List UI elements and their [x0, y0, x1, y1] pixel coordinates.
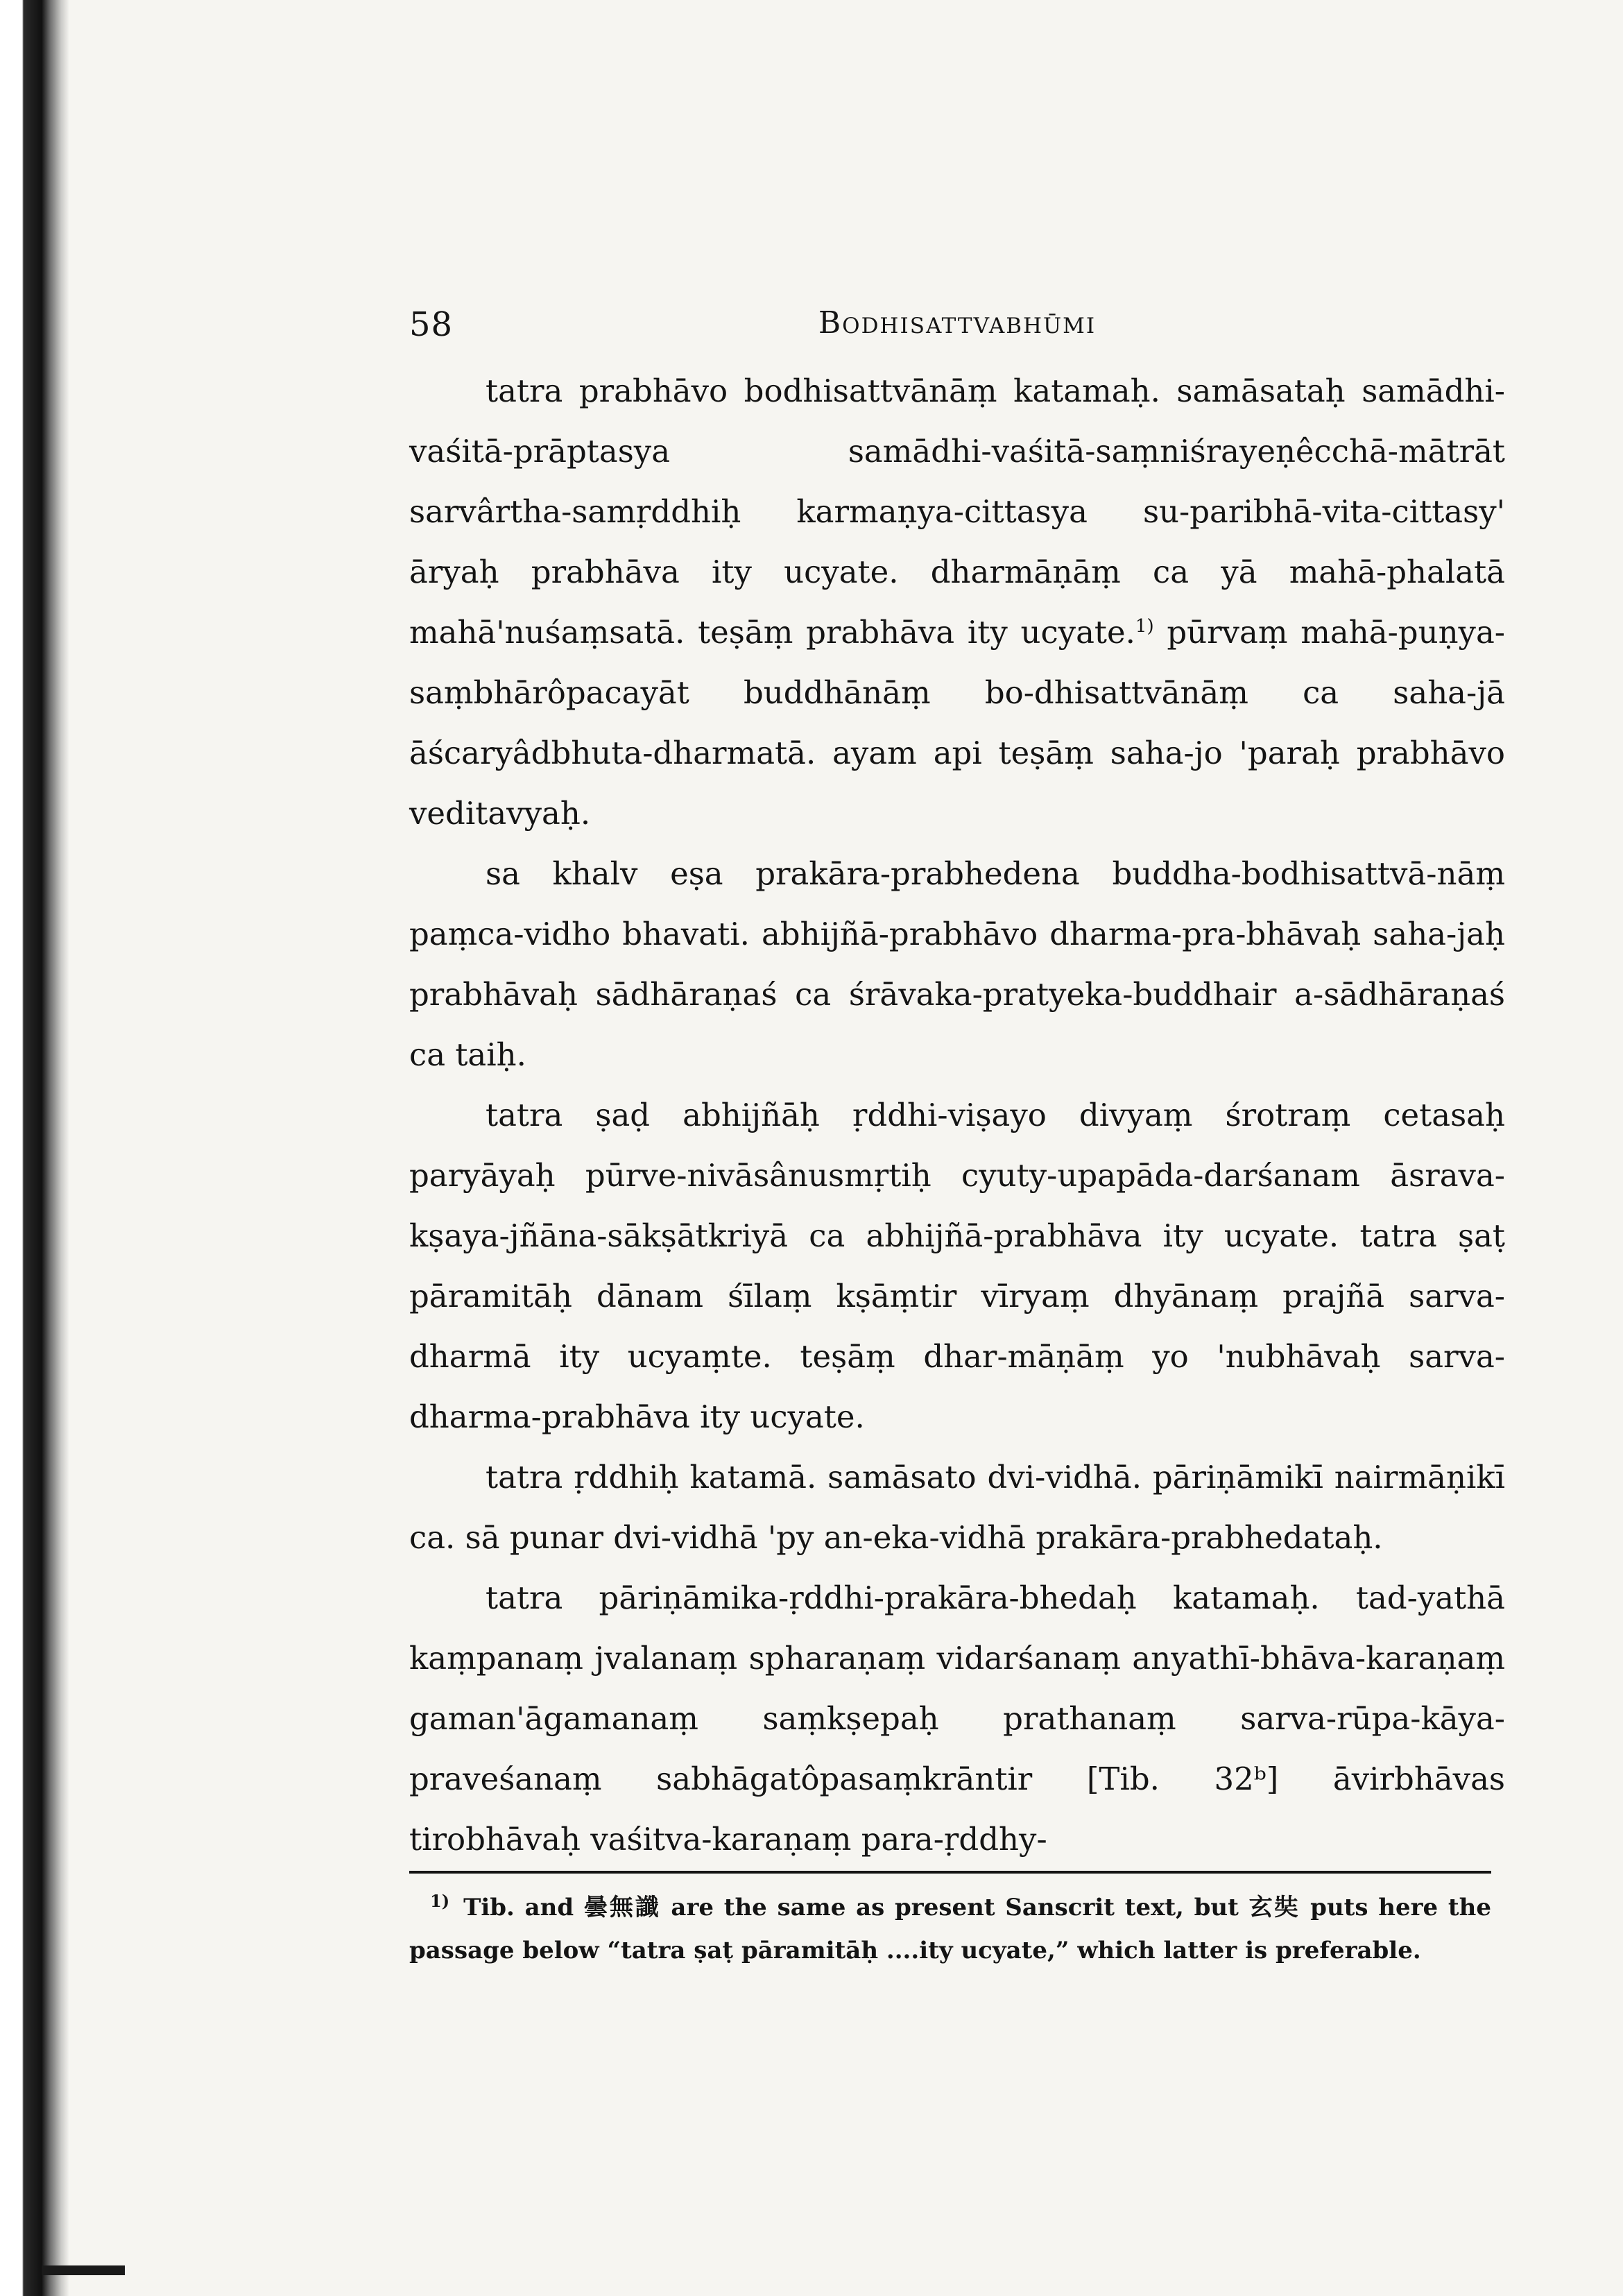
binding-edge-mark: [42, 2265, 125, 2275]
paragraph-4: tatra ṛddhiḥ katamā. samāsato dvi-vidhā. pāriṇāmikī nairmāṇikī ca. sā punar dvi-vidhā 'py an-eka-vidhā prakāra-prabhedataḥ.: [409, 1459, 1505, 1556]
footnote-text: Tib. and 曇無讖 are the same as present Sanscrit text, but 玄奘 puts here the passage below “tatra ṣaṭ pāramitāḥ ....ity ucyate,” which latter is preferable.: [409, 1894, 1491, 1964]
running-head: Bodhisattvabhūmi: [818, 305, 1097, 341]
paragraph-1-tail: pūrvaṃ mahā-puṇya-saṃbhārôpacayāt buddhānāṃ bo-dhisattvānāṃ ca saha-jā āścaryâdbhuta-dharmatā. ayam api teṣāṃ saha-jo 'paraḥ prabhāvo veditavyaḥ.: [409, 614, 1506, 832]
main-text: [402, 361, 1512, 1869]
footnote-reference: 1): [1135, 616, 1154, 637]
footnote-divider: [409, 1871, 1491, 1874]
paragraph-1: [409, 361, 1505, 843]
paragraph-2: sa khalv eṣa prakāra-prabhedena buddha-bodhisattvā-nāṃ paṃca-vidho bhavati. abhijñā-prabhāvo dharma-pra-bhāvaḥ saha-jaḥ prabhāvaḥ sādhāraṇaś ca śrāvaka-pratyeka-buddhair a-sādhāraṇaś ca taiḥ.: [409, 855, 1505, 1073]
paragraph-5: tatra pāriṇāmika-ṛddhi-prakāra-bhedaḥ katamaḥ. tad-yathā kaṃpanaṃ jvalanaṃ spharaṇaṃ vidarśanaṃ anyathī-bhāva-karaṇaṃ gaman'āgamanaṃ saṃkṣepaḥ prathanaṃ sarva-rūpa-kāya-praveśanaṃ sabhāgatôpasaṃkrāntir [Tib. 32ᵇ] āvirbhāvas tirobhāvaḥ vaśitva-karaṇaṃ para-ṛddhy-: [409, 1579, 1505, 1858]
page-number: 58: [409, 305, 454, 344]
book-page: [402, 284, 1512, 1972]
paragraph-3: tatra ṣaḍ abhijñāḥ ṛddhi-viṣayo divyaṃ śrotraṃ cetasaḥ paryāyaḥ pūrve-nivāsânusmṛtiḥ cyuty-upapāda-darśanam āsrava-kṣaya-jñāna-sākṣātkriyā ca abhijñā-prabhāva ity ucyate. tatra ṣaṭ pāramitāḥ dānam śīlaṃ kṣāṃtir vīryaṃ dhyānaṃ prajñā sarva-dharmā ity ucyaṃte. teṣāṃ dhar-māṇāṃ yo 'nubhāvaḥ sarva-dharma-prabhāva ity ucyate.: [409, 1097, 1505, 1435]
footnote-mark: 1): [430, 1890, 450, 1911]
footnote: [409, 1886, 1491, 1972]
book-binding-shadow: [0, 0, 69, 2296]
page-header: [402, 284, 1512, 361]
paragraph-1-text: tatra prabhāvo bodhisattvānāṃ katamaḥ. samāsataḥ samādhi-vaśitā-prāptasya samādhi-vaśitā-saṃniśrayeṇêcchā-mātrāt sarvârtha-samṛddhiḥ karmaṇya-cittasya su-paribhā-vita-cittasy' āryaḥ prabhāva ity ucyate. dharmāṇāṃ ca yā mahā-phalatā mahā'nuśaṃsatā. teṣāṃ prabhāva ity ucyate.: [409, 372, 1505, 651]
